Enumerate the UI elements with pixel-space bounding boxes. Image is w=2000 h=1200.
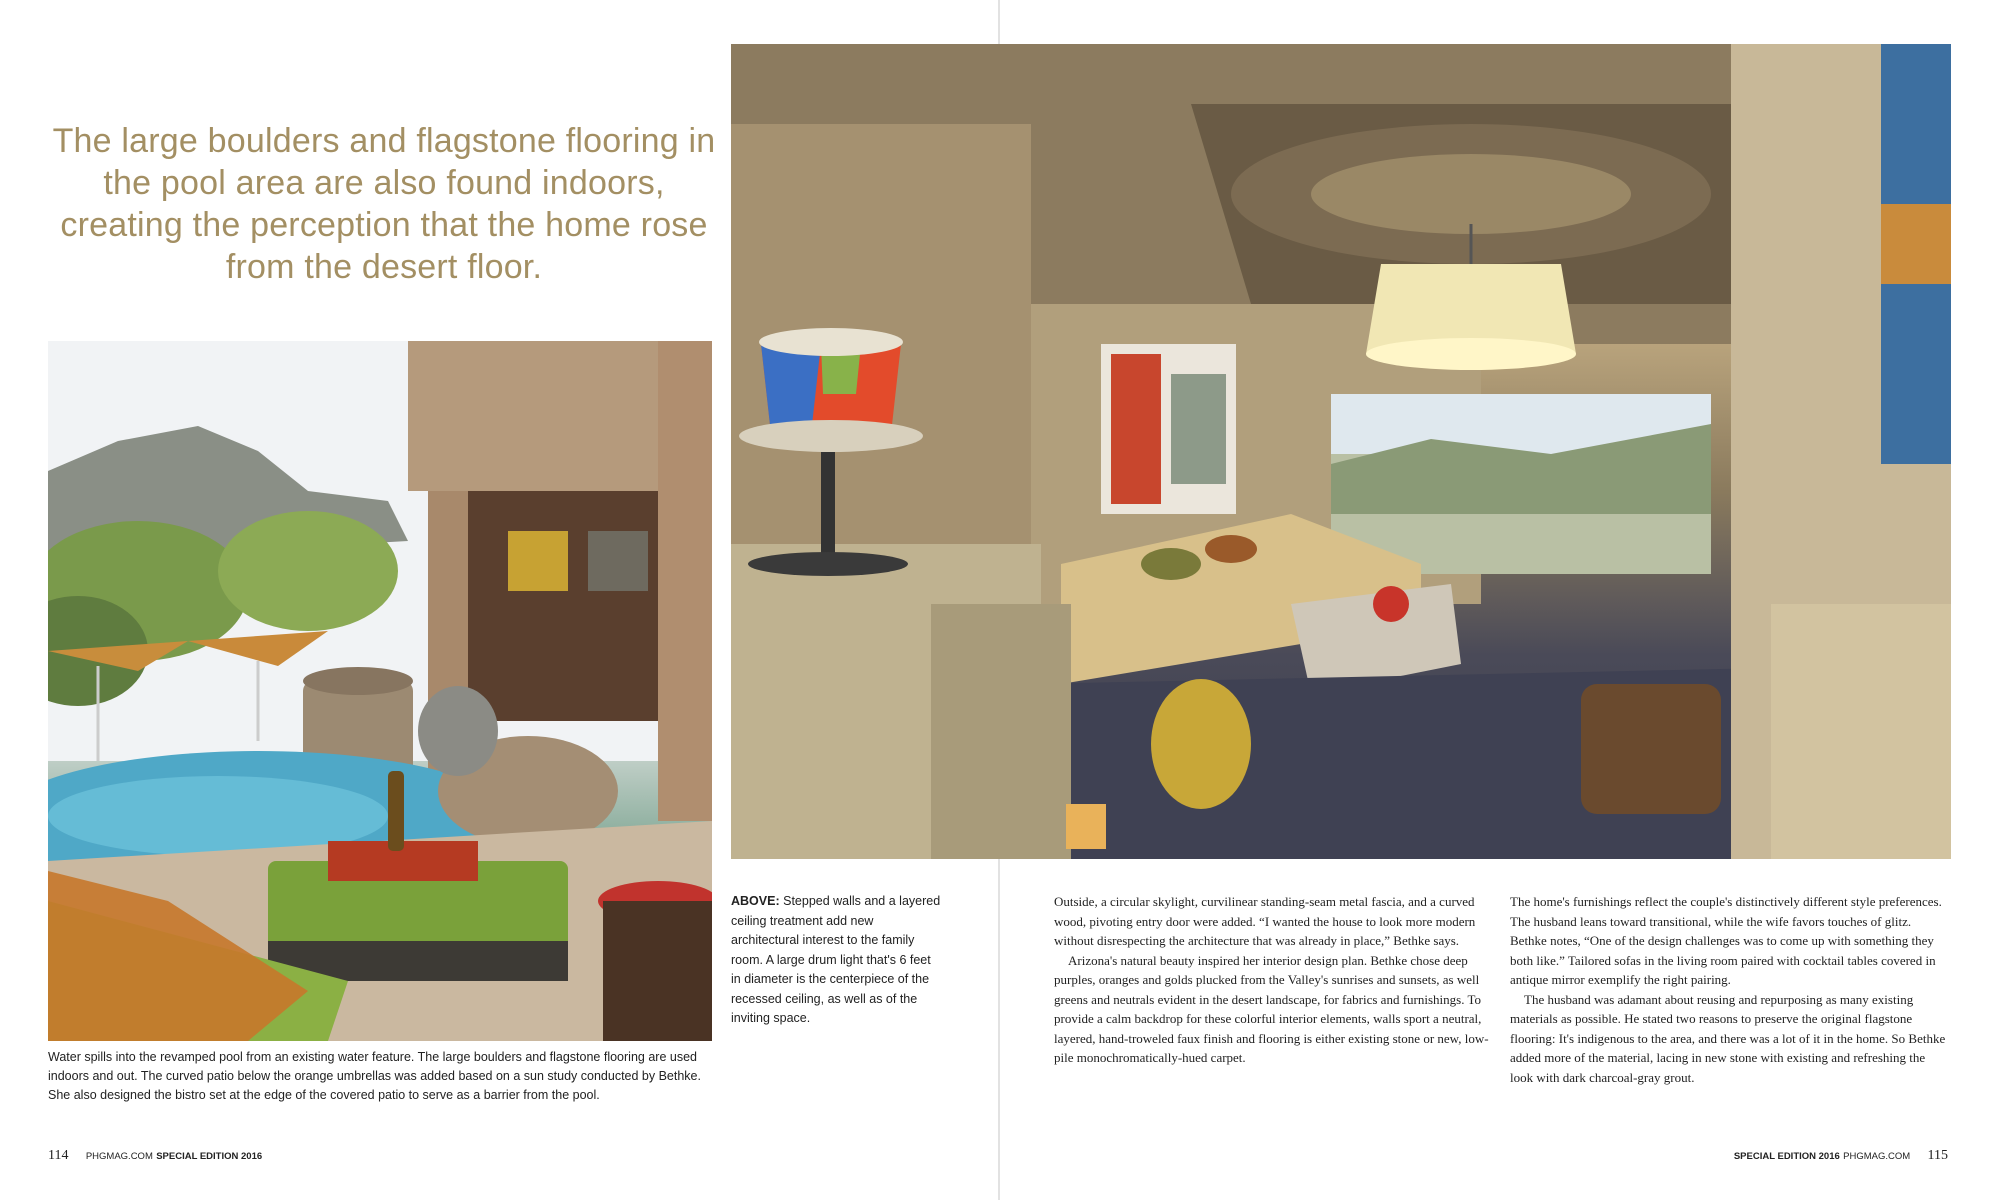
body-column-2 bbox=[1510, 892, 1950, 1087]
page-number-left: 114 bbox=[48, 1148, 69, 1163]
folio-edition-right: SPECIAL EDITION 2016 bbox=[1733, 1151, 1840, 1162]
family-room-illustration bbox=[731, 44, 1951, 859]
folio-edition-left: SPECIAL EDITION 2016 bbox=[156, 1151, 263, 1162]
family-room-caption bbox=[731, 892, 941, 1029]
caption-text: Stepped walls and a layered ceiling treatment add new architectural interest to the family room. A large drum light that's 6 feet in diameter is the centerpiece of the recessed ceiling, as well as of the inviting space. bbox=[731, 894, 941, 1025]
body-paragraph: The home's furnishings reflect the couple's distinctively different style preferences. The husband leans toward transitional, while the wife favors touches of glitz. Bethke notes, “One of the design challenges was to come up with something they both like.” Tailored sofas in the living room paired with cocktail tables covered in antique mirror exemplify the right pairing. bbox=[1510, 894, 1942, 987]
body-paragraph: Arizona's natural beauty inspired her interior design plan. Bethke chose deep purples, oranges and golds plucked from the Valley's sunrises and sunsets, as well greens and neutrals evident in the desert landscape, for fabrics and furnishings. To provide a calm backdrop for these colorful interior elements, walls sport a neutral, layered, hand-troweled faux finish and flooring is either existing stone or new, low-pile monochromatically-hued carpet. bbox=[1054, 952, 1489, 1065]
family-room-photo bbox=[731, 44, 1951, 859]
folio-site-right: PHGMAG.COM bbox=[1843, 1151, 1911, 1162]
pool-photo bbox=[48, 341, 712, 1041]
folio-site-left: PHGMAG.COM bbox=[85, 1151, 153, 1162]
folio-right bbox=[1734, 1148, 1948, 1164]
body-paragraph: Outside, a circular skylight, curvilinear standing-seam metal fascia, and a curved wood, pivoting entry door were added. “I wanted the house to look more modern without disrespecting the architecture that was already in place,” Bethke says. bbox=[1054, 894, 1476, 948]
page-number-right: 115 bbox=[1927, 1148, 1948, 1163]
pool-scene-illustration bbox=[48, 341, 712, 1041]
body-paragraph: The husband was adamant about reusing and repurposing as many existing materials as possible. He stated two reasons to preserve the original flagstone flooring: It's indigenous to the area, and there was a lot of it in the home. So Bethke added more of the material, lacing in new stone with existing and refreshing the look with dark charcoal-gray grout. bbox=[1510, 991, 1946, 1085]
caption-lead: ABOVE: bbox=[731, 894, 780, 908]
pool-photo-caption: Water spills into the revamped pool from an existing water feature. The large boulders and flagstone flooring are used indoors and out. The curved patio below the orange umbrellas was added based on a sun study conducted by Bethke. She also designed the bistro set at the edge of the covered patio to serve as a barrier from the pool. bbox=[48, 1050, 701, 1102]
body-column-1 bbox=[1054, 892, 1492, 1068]
folio-left bbox=[48, 1148, 262, 1164]
pull-quote: The large boulders and flagstone flooring in the pool area are also found indoors, creating the perception that the home rose from the desert floor. bbox=[52, 122, 716, 286]
